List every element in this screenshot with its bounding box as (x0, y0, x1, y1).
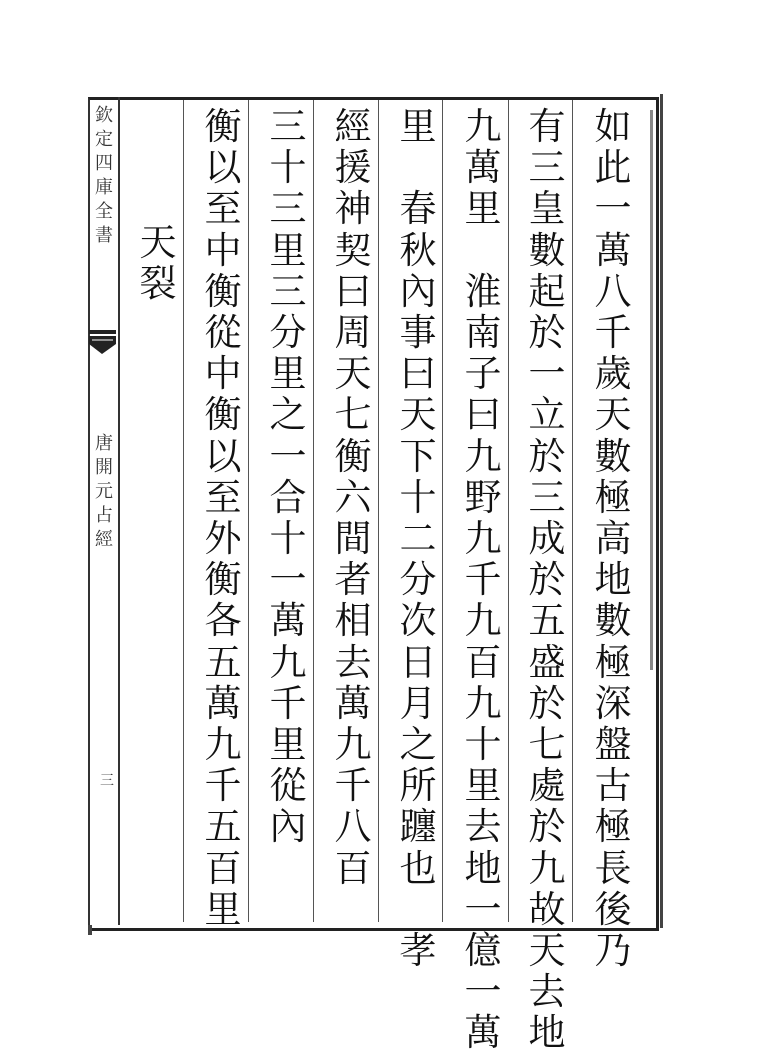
page-number: 三 (100, 773, 114, 789)
text-column: 里 春 秋 內 事 曰 天 下 十 二 分 次 日 月 之 所 躔 也 孝 (399, 105, 437, 973)
text-column: 有 三 皇 數 起 於 一 立 於 三 成 於 五 盛 於 七 處 於 九 故 天 去 地 (528, 105, 566, 1054)
text-column: 三 十 三 里 三 分 里 之 一 合 十 一 萬 九 千 里 從 內 (269, 105, 307, 849)
ink-speck (650, 110, 653, 670)
frame-edge (660, 94, 663, 928)
text-column: 經 援 神 契 曰 周 天 七 衡 六 間 者 相 去 萬 九 千 八 百 (334, 105, 372, 890)
text-column: 衡 以 至 中 衡 從 中 衡 以 至 外 衡 各 五 萬 九 千 五 百 里 (204, 105, 242, 931)
chapter-title: 唐 開 元 占 經 (95, 433, 113, 550)
column-divider (378, 100, 379, 922)
text-column: 九 萬 里 淮 南 子 曰 九 野 九 千 九 百 九 十 里 去 地 一 億 一 萬 (464, 105, 502, 1054)
column-divider (442, 100, 443, 922)
column-divider (183, 100, 184, 922)
ink-speck (88, 925, 92, 935)
column-divider (508, 100, 509, 922)
text-column: 天 裂 (139, 221, 177, 306)
column-divider (248, 100, 249, 922)
fish-tail-ornament (89, 330, 116, 360)
book-title: 欽 定 四 庫 全 書 (95, 105, 113, 246)
column-divider (572, 100, 573, 922)
column-divider (313, 100, 314, 922)
text-column: 如 此 一 萬 八 千 歲 天 數 極 高 地 數 極 深 盤 古 極 長 後 乃 (594, 105, 632, 973)
